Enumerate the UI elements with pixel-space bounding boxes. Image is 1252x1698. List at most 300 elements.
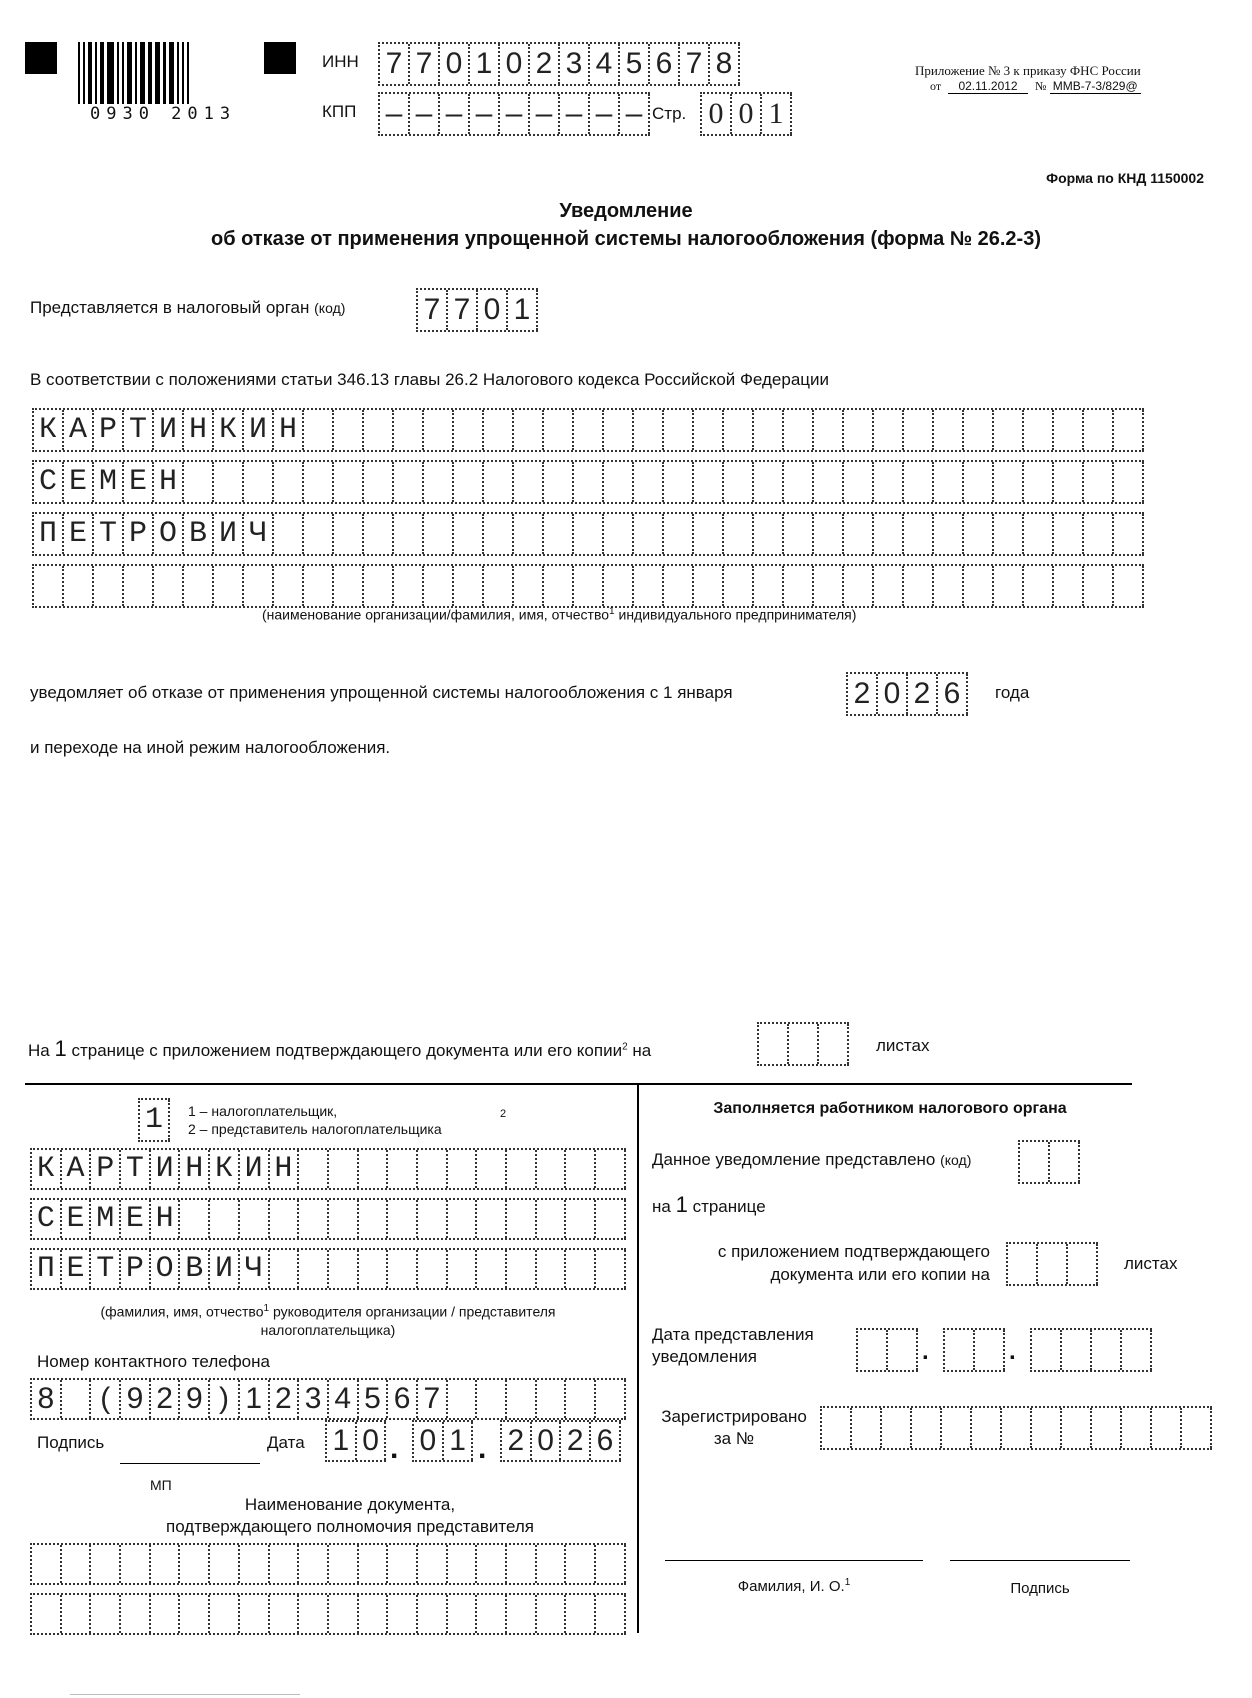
officer-signature-label: Подпись xyxy=(1010,1580,1070,1597)
basis-text: В соответствии с положениями статьи 346.13 главы 26.2 Налогового кодекса Российской Федерации xyxy=(30,370,830,389)
char-cell xyxy=(1054,514,1084,554)
footnote-ref: 2 xyxy=(500,1108,507,1120)
date-day-field[interactable] xyxy=(325,1420,386,1462)
attached-sheets-field[interactable] xyxy=(757,1022,849,1066)
tax-authority-digit: 0 xyxy=(478,290,508,330)
attach-label xyxy=(640,1240,990,1286)
char-cell: А xyxy=(64,410,94,450)
char-cell xyxy=(904,566,934,606)
section-divider-horizontal xyxy=(25,1083,1132,1085)
page-label: Стр. xyxy=(652,104,687,123)
char-cell: Н xyxy=(184,410,214,450)
taxpayer-name-row-1[interactable] xyxy=(32,408,1144,452)
char-cell xyxy=(274,566,304,606)
barcode xyxy=(78,42,192,104)
sheets-suffix: листах xyxy=(876,1036,930,1055)
attach-suffix: листах xyxy=(1124,1254,1178,1273)
char-cell: К xyxy=(214,410,244,450)
phone-char xyxy=(448,1380,478,1418)
char-cell xyxy=(904,514,934,554)
char-cell xyxy=(664,410,694,450)
phone-char: ) xyxy=(210,1380,240,1418)
signer-type-options xyxy=(188,1102,442,1138)
kpp-digit: – xyxy=(530,94,560,134)
reg-digit xyxy=(852,1408,882,1448)
char-cell xyxy=(596,1200,626,1238)
on-pages-line xyxy=(652,1192,766,1218)
char-cell xyxy=(334,462,364,502)
attach-sheets-digit xyxy=(1068,1244,1098,1284)
kpp-digit: – xyxy=(560,94,590,134)
char-cell xyxy=(1114,566,1144,606)
authority-doc-label xyxy=(140,1494,560,1538)
appendix-no-label: № xyxy=(1034,79,1047,93)
inn-digit: 6 xyxy=(650,44,680,84)
char-cell xyxy=(94,566,124,606)
char-cell xyxy=(124,566,154,606)
corner-marker-left xyxy=(25,42,57,74)
char-cell: С xyxy=(32,1200,62,1238)
char-cell xyxy=(388,1200,418,1238)
char-cell xyxy=(448,1545,478,1583)
char-cell: П xyxy=(32,1250,62,1288)
pages-count: 1 xyxy=(54,1036,67,1061)
date-digit xyxy=(1122,1330,1152,1370)
char-cell xyxy=(754,514,784,554)
attach-sheets-field[interactable] xyxy=(1006,1242,1098,1286)
reg-digit xyxy=(1152,1408,1182,1448)
char-cell xyxy=(1054,462,1084,502)
char-cell xyxy=(537,1150,567,1188)
char-cell: И xyxy=(151,1150,181,1188)
sheets-digit xyxy=(759,1024,789,1064)
char-cell xyxy=(784,410,814,450)
phone-char: 5 xyxy=(359,1380,389,1418)
char-cell xyxy=(574,462,604,502)
char-cell: Р xyxy=(121,1250,151,1288)
char-cell: Е xyxy=(62,1250,92,1288)
char-cell xyxy=(754,566,784,606)
date-digit: 1 xyxy=(327,1422,357,1460)
char-cell xyxy=(418,1545,448,1583)
char-cell xyxy=(424,462,454,502)
appendix-no: ММВ-7-3/829@ xyxy=(1050,79,1141,94)
inn-digit: 0 xyxy=(500,44,530,84)
registered-label xyxy=(650,1406,818,1450)
corner-marker-right xyxy=(264,42,296,74)
on-pages-prefix: на xyxy=(652,1197,671,1216)
refusal-year-field[interactable] xyxy=(846,672,968,716)
caption-text: (фамилия, имя, отчество xyxy=(100,1303,264,1320)
char-cell xyxy=(484,514,514,554)
date-digit xyxy=(888,1330,918,1370)
reg-digit xyxy=(1062,1408,1092,1448)
char-cell xyxy=(934,566,964,606)
refusal-text: уведомляет об отказе от применения упрощенной системы налогообложения с 1 января xyxy=(30,683,733,702)
char-cell: И xyxy=(240,1150,270,1188)
date-digit: 0 xyxy=(357,1422,387,1460)
submitted-code-digit xyxy=(1020,1142,1050,1182)
date-year-field[interactable] xyxy=(500,1420,621,1462)
char-cell xyxy=(507,1545,537,1583)
footnote-ref: 1 xyxy=(844,1577,851,1588)
signer-name-caption xyxy=(30,1300,626,1339)
phone-char xyxy=(566,1380,596,1418)
date-separator: . xyxy=(390,1432,399,1465)
submission-date-label xyxy=(652,1324,814,1368)
char-cell xyxy=(1114,462,1144,502)
char-cell xyxy=(484,566,514,606)
year-digit: 2 xyxy=(908,674,938,714)
char-cell xyxy=(184,566,214,606)
char-cell xyxy=(507,1595,537,1633)
char-cell xyxy=(274,514,304,554)
char-cell xyxy=(754,462,784,502)
char-cell xyxy=(180,1595,210,1633)
char-cell xyxy=(121,1545,151,1583)
char-cell xyxy=(596,1250,626,1288)
footnote-ref: 1 xyxy=(263,1303,270,1314)
char-cell xyxy=(634,462,664,502)
char-cell xyxy=(844,410,874,450)
char-cell: Р xyxy=(91,1150,121,1188)
date-separator: . xyxy=(1009,1338,1016,1365)
signature-label: Подпись xyxy=(37,1433,105,1452)
page-digit: 0 xyxy=(732,94,762,134)
taxpayer-name-row-3[interactable] xyxy=(32,512,1144,556)
char-cell xyxy=(934,462,964,502)
taxpayer-name-row-2[interactable] xyxy=(32,460,1144,504)
char-cell xyxy=(814,566,844,606)
year-digit: 6 xyxy=(938,674,968,714)
char-cell xyxy=(448,1150,478,1188)
char-cell xyxy=(724,566,754,606)
char-cell xyxy=(634,410,664,450)
char-cell xyxy=(1114,514,1144,554)
char-cell xyxy=(904,462,934,502)
char-cell: Ч xyxy=(240,1250,270,1288)
char-cell: О xyxy=(154,514,184,554)
submitted-label xyxy=(652,1150,971,1170)
char-cell xyxy=(1084,462,1114,502)
submission-date-year[interactable] xyxy=(1030,1328,1152,1372)
char-cell xyxy=(544,462,574,502)
tax-authority-digit: 7 xyxy=(418,290,448,330)
char-cell: Р xyxy=(94,410,124,450)
char-cell xyxy=(91,1545,121,1583)
signature-line[interactable] xyxy=(120,1463,260,1464)
char-cell xyxy=(329,1545,359,1583)
char-cell xyxy=(244,566,274,606)
char-cell xyxy=(359,1150,389,1188)
char-cell xyxy=(394,514,424,554)
phone-char: ( xyxy=(91,1380,121,1418)
submitted-label-code: (код) xyxy=(940,1152,972,1168)
char-cell: Т xyxy=(91,1250,121,1288)
char-cell xyxy=(994,410,1024,450)
char-cell xyxy=(596,1545,626,1583)
inn-digit: 5 xyxy=(620,44,650,84)
char-cell xyxy=(604,514,634,554)
char-cell xyxy=(1114,410,1144,450)
footnote-ref: 2 xyxy=(622,1041,628,1053)
date-label: Дата xyxy=(267,1433,305,1452)
kpp-label: КПП xyxy=(322,102,357,121)
char-cell xyxy=(484,462,514,502)
char-cell xyxy=(477,1545,507,1583)
char-cell: И xyxy=(210,1250,240,1288)
on-pages-count: 1 xyxy=(675,1192,688,1217)
appendix-reference: Приложение № 3 к приказу ФНС России xyxy=(915,63,1141,78)
inn-digit: 0 xyxy=(440,44,470,84)
char-cell xyxy=(1024,514,1054,554)
tax-authority-label-text: Представляется в налоговый орган xyxy=(30,298,310,317)
date-digit xyxy=(945,1330,975,1370)
reg-digit xyxy=(1002,1408,1032,1448)
phone-char xyxy=(596,1380,626,1418)
authority-doc-row-1[interactable] xyxy=(30,1543,626,1585)
on-pages-suffix: странице xyxy=(692,1197,766,1216)
pages-line xyxy=(28,1036,651,1062)
char-cell xyxy=(304,410,334,450)
char-cell xyxy=(784,514,814,554)
year-suffix: года xyxy=(995,683,1030,702)
char-cell xyxy=(424,514,454,554)
char-cell xyxy=(634,566,664,606)
kpp-digit: – xyxy=(380,94,410,134)
appendix-from-label: от xyxy=(930,79,942,93)
char-cell xyxy=(477,1595,507,1633)
char-cell xyxy=(329,1150,359,1188)
submission-date-label-1: Дата представления xyxy=(652,1325,814,1344)
signer-type-digit: 1 xyxy=(140,1100,170,1140)
signer-name-row-1[interactable] xyxy=(30,1148,626,1190)
char-cell xyxy=(210,1200,240,1238)
char-cell xyxy=(596,1150,626,1188)
char-cell xyxy=(934,410,964,450)
char-cell xyxy=(814,514,844,554)
inn-digit: 7 xyxy=(410,44,440,84)
char-cell xyxy=(334,410,364,450)
phone-char: 2 xyxy=(151,1380,181,1418)
char-cell xyxy=(604,566,634,606)
char-cell xyxy=(32,1545,62,1583)
inn-digit: 3 xyxy=(560,44,590,84)
form-code: Форма по КНД 1150002 xyxy=(1046,170,1204,186)
char-cell xyxy=(304,462,334,502)
char-cell xyxy=(694,462,724,502)
char-cell xyxy=(484,410,514,450)
char-cell xyxy=(359,1545,389,1583)
reg-digit xyxy=(822,1408,852,1448)
char-cell xyxy=(151,1595,181,1633)
char-cell xyxy=(329,1595,359,1633)
char-cell xyxy=(694,566,724,606)
phone-char: 9 xyxy=(121,1380,151,1418)
char-cell xyxy=(394,566,424,606)
char-cell xyxy=(664,566,694,606)
sheets-digit xyxy=(819,1024,849,1064)
char-cell xyxy=(1024,462,1054,502)
char-cell xyxy=(180,1545,210,1583)
char-cell xyxy=(514,410,544,450)
signer-name-grid xyxy=(30,1148,626,1290)
attach-label-2: документа или его копии на xyxy=(770,1265,990,1284)
char-cell xyxy=(180,1200,210,1238)
phone-char: 7 xyxy=(418,1380,448,1418)
char-cell: В xyxy=(180,1250,210,1288)
char-cell xyxy=(537,1250,567,1288)
char-cell xyxy=(566,1250,596,1288)
char-cell xyxy=(664,514,694,554)
char-cell: Ч xyxy=(244,514,274,554)
inn-digit: 7 xyxy=(380,44,410,84)
submitted-code-digit xyxy=(1050,1142,1080,1182)
signer-type-field[interactable] xyxy=(138,1098,170,1142)
year-digit: 0 xyxy=(878,674,908,714)
inn-field[interactable] xyxy=(378,42,740,86)
date-digit xyxy=(975,1330,1005,1370)
attach-label-1: с приложением подтверждающего xyxy=(717,1242,990,1261)
char-cell xyxy=(418,1200,448,1238)
char-cell xyxy=(359,1200,389,1238)
char-cell xyxy=(418,1250,448,1288)
appendix-reference-line2 xyxy=(930,79,1141,94)
phone-field[interactable] xyxy=(30,1378,626,1420)
page-number-field[interactable] xyxy=(700,92,792,136)
phone-char xyxy=(537,1380,567,1418)
char-cell xyxy=(566,1595,596,1633)
attach-sheets-digit xyxy=(1008,1244,1038,1284)
char-cell xyxy=(1054,566,1084,606)
date-digit: 1 xyxy=(444,1422,474,1460)
pages-text: странице с приложением подтверждающего документа или его копии xyxy=(71,1041,623,1060)
tax-authority-digit: 1 xyxy=(508,290,538,330)
stamp-label: МП xyxy=(150,1477,172,1493)
phone-char xyxy=(507,1380,537,1418)
char-cell xyxy=(364,514,394,554)
date-digit: 0 xyxy=(414,1422,444,1460)
date-digit: 2 xyxy=(502,1422,532,1460)
authority-doc-grid xyxy=(30,1543,626,1635)
char-cell xyxy=(694,410,724,450)
appendix-date: 02.11.2012 xyxy=(948,79,1027,94)
char-cell xyxy=(724,462,754,502)
char-cell xyxy=(299,1200,329,1238)
signer-option-2: 2 – представитель налогоплательщика xyxy=(188,1121,442,1137)
year-digit: 2 xyxy=(848,674,878,714)
kpp-digit: – xyxy=(500,94,530,134)
char-cell xyxy=(604,410,634,450)
char-cell: К xyxy=(32,1150,62,1188)
right-panel-heading: Заполняется работником налогового органа xyxy=(713,1100,1067,1117)
char-cell: Н xyxy=(270,1150,300,1188)
char-cell: О xyxy=(151,1250,181,1288)
reg-digit xyxy=(972,1408,1002,1448)
kpp-digit: – xyxy=(470,94,500,134)
char-cell xyxy=(448,1595,478,1633)
char-cell xyxy=(724,514,754,554)
officer-signature-line[interactable] xyxy=(950,1560,1130,1561)
caption-text-3: налогоплательщика) xyxy=(260,1321,396,1338)
page-digit: 1 xyxy=(762,94,792,134)
char-cell xyxy=(964,566,994,606)
char-cell xyxy=(454,410,484,450)
char-cell xyxy=(388,1150,418,1188)
char-cell xyxy=(240,1200,270,1238)
authority-doc-label-1: Наименование документа, xyxy=(244,1495,456,1514)
char-cell: Н xyxy=(274,410,304,450)
footnote-divider xyxy=(70,1694,300,1695)
phone-label: Номер контактного телефона xyxy=(37,1352,270,1371)
char-cell xyxy=(1084,410,1114,450)
kpp-field[interactable] xyxy=(378,92,650,136)
char-cell xyxy=(299,1250,329,1288)
submission-date-month[interactable] xyxy=(943,1328,1005,1372)
submission-date-day[interactable] xyxy=(856,1328,918,1372)
char-cell xyxy=(964,410,994,450)
char-cell xyxy=(299,1595,329,1633)
tax-authority-digit: 7 xyxy=(448,290,478,330)
char-cell xyxy=(34,566,64,606)
authority-doc-row-2[interactable] xyxy=(30,1593,626,1635)
sheets-digit xyxy=(789,1024,819,1064)
char-cell: И xyxy=(214,514,244,554)
char-cell xyxy=(544,410,574,450)
char-cell xyxy=(566,1200,596,1238)
officer-name-line[interactable] xyxy=(665,1560,923,1561)
char-cell xyxy=(359,1595,389,1633)
tax-authority-label-code: (код) xyxy=(314,300,346,316)
submitted-code-field[interactable] xyxy=(1018,1140,1080,1184)
registration-number-field[interactable] xyxy=(820,1406,1212,1450)
tax-authority-code-field[interactable] xyxy=(416,288,538,332)
char-cell xyxy=(814,462,844,502)
char-cell xyxy=(418,1150,448,1188)
phone-char: 9 xyxy=(180,1380,210,1418)
char-cell: Н xyxy=(154,462,184,502)
reg-digit xyxy=(1032,1408,1062,1448)
char-cell xyxy=(634,514,664,554)
char-cell xyxy=(994,514,1024,554)
char-cell: Е xyxy=(62,1200,92,1238)
signer-name-row-3[interactable] xyxy=(30,1248,626,1290)
char-cell xyxy=(537,1200,567,1238)
char-cell xyxy=(454,462,484,502)
char-cell xyxy=(184,462,214,502)
page-digit: 0 xyxy=(702,94,732,134)
char-cell xyxy=(418,1595,448,1633)
char-cell xyxy=(329,1200,359,1238)
date-month-field[interactable] xyxy=(412,1420,473,1462)
char-cell xyxy=(507,1200,537,1238)
char-cell: Е xyxy=(64,462,94,502)
char-cell xyxy=(844,514,874,554)
char-cell: В xyxy=(184,514,214,554)
char-cell xyxy=(844,462,874,502)
phone-char: 6 xyxy=(388,1380,418,1418)
date-digit: 0 xyxy=(532,1422,562,1460)
char-cell xyxy=(477,1200,507,1238)
char-cell: К xyxy=(34,410,64,450)
char-cell xyxy=(514,462,544,502)
char-cell: А xyxy=(62,1150,92,1188)
char-cell xyxy=(364,566,394,606)
char-cell xyxy=(424,566,454,606)
signer-name-row-2[interactable] xyxy=(30,1198,626,1240)
taxpayer-name-row-4[interactable] xyxy=(32,564,1144,608)
char-cell: Т xyxy=(121,1150,151,1188)
